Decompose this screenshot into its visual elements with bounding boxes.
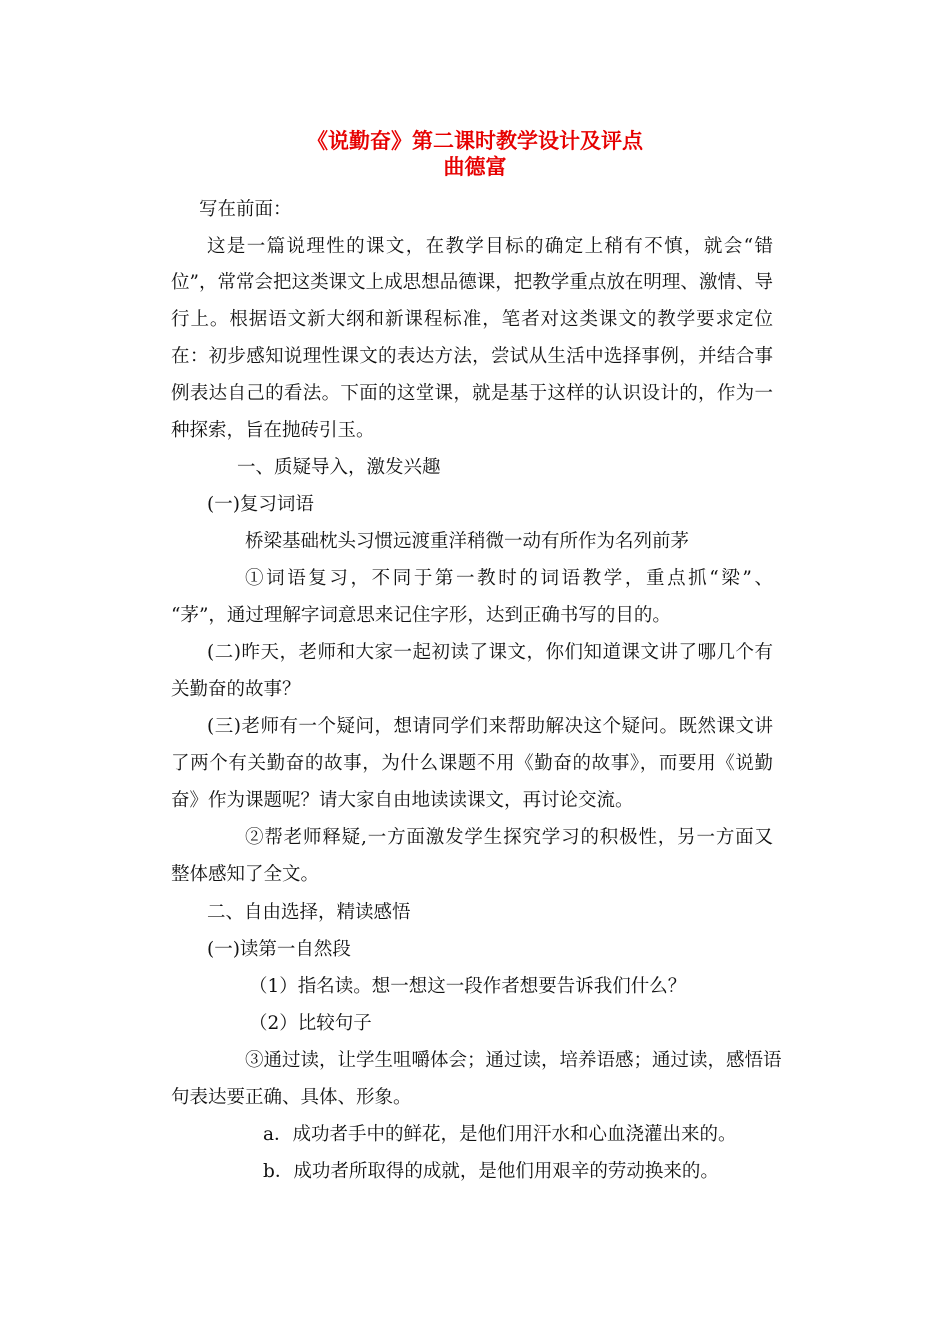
teaching-note: “茅”，通过理解字词意思来记住字形，达到正确书写的目的。 (171, 605, 671, 626)
teaching-note: 句表达要正确、具体、形象。 (171, 1087, 412, 1108)
item-text: 了两个有关勤奋的故事，为什么课题不用《勤奋的故事》，而要用《说勤 (171, 753, 773, 774)
item-text: (三)老师有一个疑问，想请同学们来帮助解决这个疑问。既然课文讲 (207, 716, 773, 737)
step-text: （1）指名读。想一想这一段作者想要告诉我们什么？ (249, 976, 687, 997)
teaching-note: ①词语复习，不同于第一教时的词语教学，重点抓“梁”、 (245, 568, 773, 589)
preface-line: 例表达自己的看法。下面的这堂课，就是基于这样的认识设计的，作为一 (171, 383, 773, 404)
teaching-note: ③通过读，让学生咀嚼体会；通过读，培养语感；通过读，感悟语 (245, 1050, 782, 1071)
example-sentence: b．成功者所取得的成就，是他们用艰辛的劳动换来的。 (263, 1161, 719, 1182)
item-text: 关勤奋的故事？ (171, 679, 301, 700)
step-text: （2）比较句子 (249, 1013, 372, 1034)
preface-line: 位”，常常会把这类课文上成思想品德课，把教学重点放在明理、激情、导 (171, 272, 773, 293)
item-text: 奋》作为课题呢？请大家自由地读读课文，再讨论交流。 (171, 790, 634, 811)
preface-line: 种探索，旨在抛砖引玉。 (171, 420, 375, 441)
preface-line: 这是一篇说理性的课文，在教学目标的确定上稍有不慎，就会“错 (207, 236, 773, 257)
item-heading: (一)复习词语 (207, 494, 314, 515)
preface-line: 在：初步感知说理性课文的表达方法，尝试从生活中选择事例，并结合事 (171, 346, 773, 367)
vocabulary-line: 桥梁基础枕头习惯远渡重洋稍微一动有所作为名列前茅 (245, 531, 690, 552)
preface-heading: 写在前面： (199, 199, 292, 220)
teaching-note: 整体感知了全文。 (171, 864, 320, 885)
item-text: (二)昨天，老师和大家一起初读了课文，你们知道课文讲了哪几个有 (207, 642, 773, 663)
example-sentence: a．成功者手中的鲜花，是他们用汗水和心血浇灌出来的。 (263, 1124, 737, 1145)
document-title: 《说勤奋》第二课时教学设计及评点 (307, 129, 643, 153)
preface-line: 行上。根据语文新大纲和新课程标准，笔者对这类课文的教学要求定位 (171, 309, 773, 330)
section-heading: 二、自由选择，精读感悟 (207, 902, 411, 923)
document-author: 曲德富 (443, 155, 507, 179)
section-heading: 一、质疑导入，激发兴趣 (237, 457, 441, 478)
teaching-note: ②帮老师释疑,一方面激发学生探究学习的积极性，另一方面又 (245, 827, 773, 848)
item-heading: (一)读第一自然段 (207, 939, 351, 960)
